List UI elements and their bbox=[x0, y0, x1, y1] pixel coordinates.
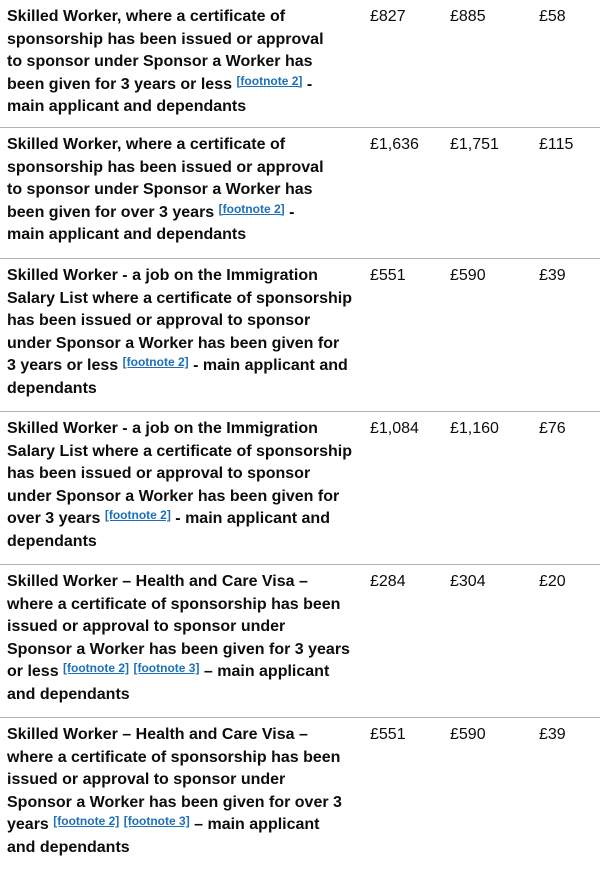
fee-cell: £1,084 bbox=[370, 420, 419, 437]
fee-cell: £58 bbox=[539, 8, 566, 25]
description-suffix: - main applicant and dependants bbox=[7, 203, 295, 243]
description-text: Skilled Worker, where a certificate of sponsorship has been issued or approval to sponsor under Sponsor a Worker has been given for 3 years or less bbox=[7, 8, 324, 93]
fee-cell: £1,751 bbox=[450, 136, 499, 153]
table-row bbox=[0, 565, 600, 718]
footnote-link[interactable]: [footnote 3] bbox=[133, 661, 200, 675]
footnote-link[interactable]: [footnote 2] bbox=[63, 661, 130, 675]
table-row bbox=[0, 412, 600, 565]
fee-cell: £885 bbox=[450, 8, 486, 25]
table-row bbox=[0, 718, 600, 871]
footnote-link[interactable]: [footnote 2] bbox=[218, 201, 285, 216]
fee-cell: £827 bbox=[370, 8, 406, 25]
fee-cell: £551 bbox=[370, 726, 406, 743]
row-description bbox=[7, 571, 352, 706]
description-text: Skilled Worker – Health and Care Visa – where a certificate of sponsorship has been issued or approval to sponsor under Sponsor a Worker has been given for 3 years or less bbox=[7, 573, 350, 680]
table-row bbox=[0, 0, 600, 128]
table-row bbox=[0, 128, 600, 259]
fee-cell: £284 bbox=[370, 573, 406, 590]
row-description bbox=[7, 265, 352, 400]
description-text: Skilled Worker - a job on the Immigration Salary List where a certificate of sponsorship has been issued or approval to sponsor under Sponsor a Worker has been given for 3 years or less bbox=[7, 267, 352, 374]
description-text: Skilled Worker - a job on the Immigration Salary List where a certificate of sponsorship has been issued or approval to sponsor under Sponsor a Worker has been given for over 3 years bbox=[7, 420, 352, 527]
fee-cell: £590 bbox=[450, 726, 486, 743]
table-row bbox=[0, 259, 600, 412]
row-description bbox=[7, 724, 352, 859]
fee-cell: £1,160 bbox=[450, 420, 499, 437]
fee-cell: £1,636 bbox=[370, 136, 419, 153]
description-suffix: - main applicant and dependants bbox=[7, 510, 330, 550]
fee-cell: £551 bbox=[370, 267, 406, 284]
footnote-link[interactable]: [footnote 3] bbox=[123, 814, 190, 828]
footnote-link[interactable]: [footnote 2] bbox=[122, 355, 189, 369]
description-suffix: – main applicant and dependants bbox=[7, 663, 330, 703]
row-description bbox=[7, 134, 332, 247]
footnote-link[interactable]: [footnote 2] bbox=[53, 814, 120, 828]
description-text: Skilled Worker, where a certificate of sponsorship has been issued or approval to sponsor under Sponsor a Worker has been given for over 3 years bbox=[7, 136, 324, 221]
description-suffix: – main applicant and dependants bbox=[7, 816, 320, 856]
description-suffix: - main applicant and dependants bbox=[7, 357, 348, 397]
footnote-link[interactable]: [footnote 2] bbox=[104, 508, 171, 522]
fee-cell: £115 bbox=[539, 136, 574, 153]
fee-cell: £304 bbox=[450, 573, 486, 590]
fee-cell: £20 bbox=[539, 573, 566, 590]
fee-cell: £39 bbox=[539, 726, 566, 743]
fee-cell: £76 bbox=[539, 420, 566, 437]
footnote-link[interactable]: [footnote 2] bbox=[236, 73, 303, 88]
row-description bbox=[7, 6, 337, 119]
row-description bbox=[7, 418, 352, 553]
fee-cell: £590 bbox=[450, 267, 486, 284]
fee-cell: £39 bbox=[539, 267, 566, 284]
description-suffix: - main applicant and dependants bbox=[7, 75, 313, 115]
description-text: Skilled Worker – Health and Care Visa – where a certificate of sponsorship has been issued or approval to sponsor under Sponsor a Worker has been given for over 3 years bbox=[7, 726, 342, 833]
